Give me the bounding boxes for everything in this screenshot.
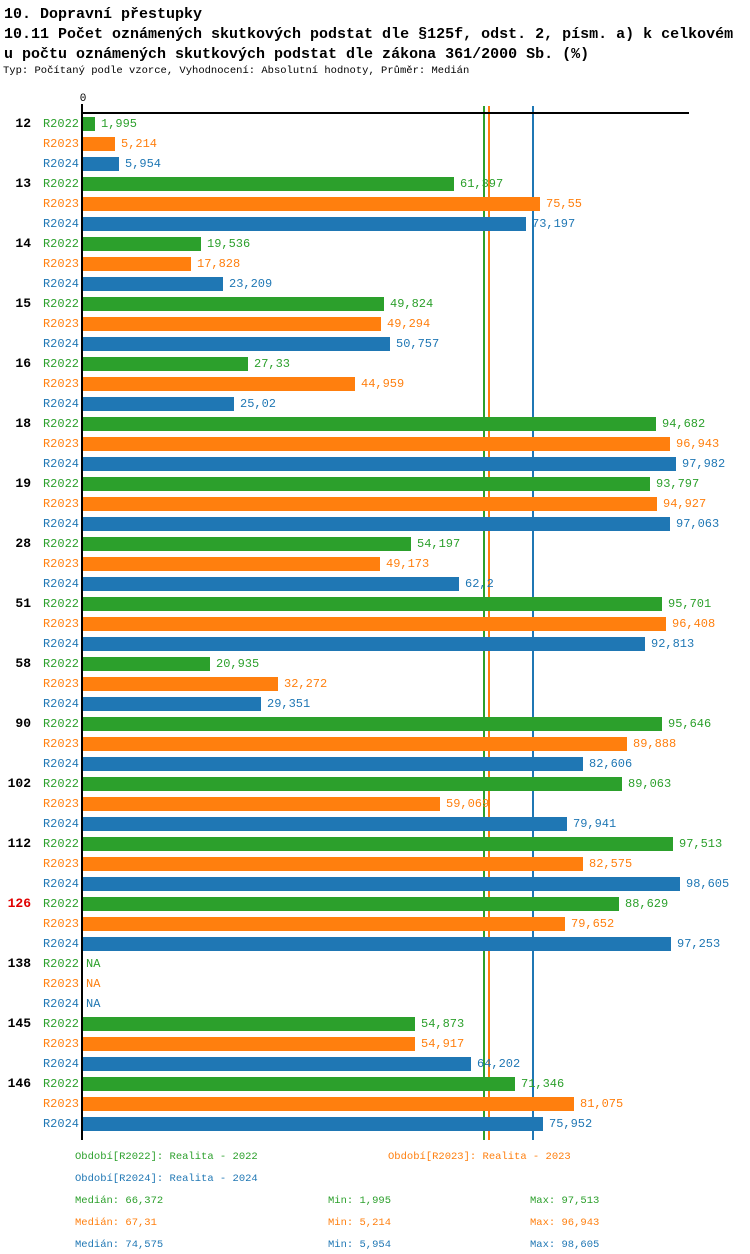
value-label-r2023: 49,294 — [387, 317, 431, 331]
series-label-r2024: R2024 — [42, 877, 79, 891]
series-label-r2022: R2022 — [42, 1077, 79, 1091]
stat-median-r2023: Medián: 67,31 — [75, 1217, 157, 1229]
series-label-r2023: R2023 — [42, 497, 79, 511]
value-label-r2022: 71,346 — [521, 1077, 565, 1091]
series-label-r2022: R2022 — [42, 597, 79, 611]
series-label-r2022: R2022 — [42, 657, 79, 671]
value-label-r2023: 94,927 — [663, 497, 707, 511]
stat-max-r2022: Max: 97,513 — [530, 1195, 600, 1207]
value-label-r2022: 93,797 — [656, 477, 700, 491]
category-label: 28 — [15, 536, 31, 551]
value-label-r2023: 32,272 — [284, 677, 328, 691]
value-label-r2023: 59,069 — [446, 797, 490, 811]
bar-r2022 — [83, 357, 248, 371]
bar-r2022 — [83, 177, 454, 191]
category-label: 13 — [15, 176, 31, 191]
category-label: 19 — [15, 476, 31, 491]
value-label-r2024: 97,063 — [676, 517, 720, 531]
series-label-r2024: R2024 — [42, 1117, 79, 1131]
bar-r2024 — [83, 637, 645, 651]
bar-r2024 — [83, 337, 390, 351]
value-label-r2023: 54,917 — [421, 1037, 465, 1051]
series-label-r2022: R2022 — [42, 297, 79, 311]
value-label-r2023: 17,828 — [197, 257, 241, 271]
value-label-r2022: 1,995 — [101, 117, 138, 131]
stat-min-r2023: Min: 5,214 — [328, 1217, 392, 1229]
value-label-r2024: 25,02 — [240, 397, 277, 411]
bar-r2024 — [83, 757, 583, 771]
series-label-r2023: R2023 — [42, 797, 79, 811]
bar-r2023 — [83, 137, 115, 151]
series-label-r2024: R2024 — [42, 457, 79, 471]
bar-r2022 — [83, 837, 673, 851]
value-label-r2023: 81,075 — [580, 1097, 624, 1111]
value-label-r2022: 97,513 — [679, 837, 723, 851]
bar-r2023 — [83, 617, 666, 631]
value-label-r2024: 64,202 — [477, 1057, 521, 1071]
value-label-r2023: 96,943 — [676, 437, 720, 451]
value-label-r2022: 95,646 — [668, 717, 712, 731]
value-label-r2022: 88,629 — [625, 897, 669, 911]
value-label-r2024: 75,952 — [549, 1117, 593, 1131]
value-label-r2022: 95,701 — [668, 597, 712, 611]
bar-r2022 — [83, 777, 622, 791]
value-label-r2024: 29,351 — [267, 697, 311, 711]
bar-r2024 — [83, 1117, 543, 1131]
bar-r2022 — [83, 417, 656, 431]
bar-r2022 — [83, 1017, 415, 1031]
x-axis-line — [82, 112, 689, 114]
bar-r2023 — [83, 197, 540, 211]
legend-r2024: Období[R2024]: Realita - 2024 — [75, 1173, 258, 1185]
series-label-r2023: R2023 — [42, 737, 79, 751]
series-label-r2024: R2024 — [42, 637, 79, 651]
series-label-r2022: R2022 — [42, 177, 79, 191]
x-axis-zero-tick-label: 0 — [79, 93, 87, 105]
value-label-r2022: 94,682 — [662, 417, 706, 431]
category-label: 146 — [7, 1076, 31, 1091]
series-label-r2024: R2024 — [42, 937, 79, 951]
series-label-r2024: R2024 — [42, 517, 79, 531]
bar-r2024 — [83, 157, 119, 171]
category-label: 90 — [15, 716, 31, 731]
category-label: 58 — [15, 656, 31, 671]
value-label-r2024: 62,2 — [465, 577, 494, 591]
series-label-r2024: R2024 — [42, 577, 79, 591]
legend-r2023: Období[R2023]: Realita - 2023 — [388, 1151, 571, 1163]
value-label-r2022: 49,824 — [390, 297, 434, 311]
bar-r2022 — [83, 117, 95, 131]
stat-median-r2022: Medián: 66,372 — [75, 1195, 164, 1207]
value-label-r2024: 79,941 — [573, 817, 617, 831]
series-label-r2023: R2023 — [42, 677, 79, 691]
bar-r2023 — [83, 377, 355, 391]
page-title: 10. Dopravní přestupky — [4, 6, 203, 23]
series-label-r2022: R2022 — [42, 1017, 79, 1031]
bar-r2022 — [83, 1077, 515, 1091]
bar-r2023 — [83, 317, 381, 331]
bar-r2023 — [83, 857, 583, 871]
series-label-r2022: R2022 — [42, 837, 79, 851]
series-label-r2024: R2024 — [42, 817, 79, 831]
bar-r2024 — [83, 217, 526, 231]
category-label: 12 — [15, 116, 31, 131]
series-label-r2024: R2024 — [42, 997, 79, 1011]
value-label-r2023: NA — [86, 977, 101, 991]
chart-title-line-2: 10.11 Počet oznámených skutkových podstat dle §125f, odst. 2, písm. a) k celkovém — [4, 26, 734, 43]
series-label-r2023: R2023 — [42, 857, 79, 871]
bar-r2023 — [83, 257, 191, 271]
category-label: 15 — [15, 296, 31, 311]
bar-r2022 — [83, 297, 384, 311]
series-label-r2024: R2024 — [42, 277, 79, 291]
series-label-r2022: R2022 — [42, 357, 79, 371]
value-label-r2023: 75,55 — [546, 197, 583, 211]
value-label-r2024: 98,605 — [686, 877, 730, 891]
bar-r2024 — [83, 277, 223, 291]
chart-subtitle: Typ: Počítaný podle vzorce, Vyhodnocení: Absolutní hodnoty, Průměr: Medián — [3, 65, 470, 77]
series-label-r2024: R2024 — [42, 217, 79, 231]
bar-r2024 — [83, 397, 234, 411]
value-label-r2024: 50,757 — [396, 337, 440, 351]
bar-r2022 — [83, 237, 201, 251]
series-label-r2022: R2022 — [42, 957, 79, 971]
bar-r2023 — [83, 437, 670, 451]
stat-min-r2024: Min: 5,954 — [328, 1239, 392, 1251]
series-label-r2024: R2024 — [42, 757, 79, 771]
category-label: 112 — [7, 836, 31, 851]
value-label-r2024: NA — [86, 997, 101, 1011]
series-label-r2023: R2023 — [42, 917, 79, 931]
legend-r2022: Období[R2022]: Realita - 2022 — [75, 1151, 258, 1163]
value-label-r2024: 23,209 — [229, 277, 273, 291]
value-label-r2022: 61,397 — [460, 177, 504, 191]
series-label-r2023: R2023 — [42, 977, 79, 991]
value-label-r2022: NA — [86, 957, 101, 971]
category-label-highlighted: 126 — [7, 896, 31, 911]
chart-title-line-3: u počtu oznámených skutkových podstat dle zákona 361/2000 Sb. (%) — [4, 46, 590, 63]
category-label: 14 — [15, 236, 31, 251]
series-label-r2023: R2023 — [42, 557, 79, 571]
category-label: 18 — [15, 416, 31, 431]
series-label-r2023: R2023 — [42, 257, 79, 271]
series-label-r2023: R2023 — [42, 1037, 79, 1051]
category-label: 51 — [15, 596, 31, 611]
series-label-r2022: R2022 — [42, 897, 79, 911]
category-label: 102 — [7, 776, 31, 791]
series-label-r2024: R2024 — [42, 1057, 79, 1071]
bar-r2023 — [83, 1037, 415, 1051]
series-label-r2023: R2023 — [42, 617, 79, 631]
value-label-r2024: 5,954 — [125, 157, 162, 171]
value-label-r2024: 92,813 — [651, 637, 695, 651]
category-label: 145 — [7, 1016, 31, 1031]
bar-r2023 — [83, 497, 657, 511]
bar-r2024 — [83, 697, 261, 711]
bar-r2024 — [83, 517, 670, 531]
category-label: 16 — [15, 356, 31, 371]
value-label-r2022: 19,536 — [207, 237, 251, 251]
value-label-r2024: 82,606 — [589, 757, 633, 771]
series-label-r2022: R2022 — [42, 417, 79, 431]
bar-r2024 — [83, 817, 567, 831]
series-label-r2023: R2023 — [42, 377, 79, 391]
value-label-r2024: 97,253 — [677, 937, 721, 951]
bar-r2023 — [83, 917, 565, 931]
value-label-r2023: 5,214 — [121, 137, 158, 151]
bar-r2024 — [83, 937, 671, 951]
series-label-r2023: R2023 — [42, 317, 79, 331]
bar-r2023 — [83, 557, 380, 571]
bar-r2022 — [83, 657, 210, 671]
bar-r2022 — [83, 717, 662, 731]
value-label-r2024: 97,982 — [682, 457, 726, 471]
value-label-r2023: 96,408 — [672, 617, 716, 631]
bar-r2023 — [83, 737, 627, 751]
value-label-r2022: 54,197 — [417, 537, 461, 551]
series-label-r2022: R2022 — [42, 117, 79, 131]
series-label-r2022: R2022 — [42, 717, 79, 731]
value-label-r2022: 20,935 — [216, 657, 260, 671]
value-label-r2022: 27,33 — [254, 357, 291, 371]
series-label-r2022: R2022 — [42, 777, 79, 791]
series-label-r2022: R2022 — [42, 477, 79, 491]
bar-r2022 — [83, 897, 619, 911]
value-label-r2024: 73,197 — [532, 217, 576, 231]
bar-r2024 — [83, 877, 680, 891]
value-label-r2022: 89,063 — [628, 777, 672, 791]
category-label: 138 — [7, 956, 31, 971]
value-label-r2023: 79,652 — [571, 917, 615, 931]
series-label-r2024: R2024 — [42, 397, 79, 411]
bar-r2022 — [83, 537, 411, 551]
bar-r2022 — [83, 477, 650, 491]
series-label-r2023: R2023 — [42, 137, 79, 151]
stat-median-r2024: Medián: 74,575 — [75, 1239, 164, 1251]
bar-r2024 — [83, 1057, 471, 1071]
series-label-r2023: R2023 — [42, 1097, 79, 1111]
bar-r2024 — [83, 577, 459, 591]
stat-min-r2022: Min: 1,995 — [328, 1195, 392, 1207]
bar-r2023 — [83, 1097, 574, 1111]
bar-r2022 — [83, 597, 662, 611]
series-label-r2023: R2023 — [42, 437, 79, 451]
bar-r2024 — [83, 457, 676, 471]
series-label-r2024: R2024 — [42, 697, 79, 711]
series-label-r2024: R2024 — [42, 337, 79, 351]
value-label-r2023: 49,173 — [386, 557, 430, 571]
stat-max-r2024: Max: 98,605 — [530, 1239, 600, 1251]
series-label-r2023: R2023 — [42, 197, 79, 211]
value-label-r2023: 44,959 — [361, 377, 405, 391]
value-label-r2023: 89,888 — [633, 737, 677, 751]
bar-r2023 — [83, 797, 440, 811]
stat-max-r2023: Max: 96,943 — [530, 1217, 600, 1229]
series-label-r2024: R2024 — [42, 157, 79, 171]
bar-r2023 — [83, 677, 278, 691]
series-label-r2022: R2022 — [42, 237, 79, 251]
value-label-r2023: 82,575 — [589, 857, 633, 871]
value-label-r2022: 54,873 — [421, 1017, 465, 1031]
series-label-r2022: R2022 — [42, 537, 79, 551]
